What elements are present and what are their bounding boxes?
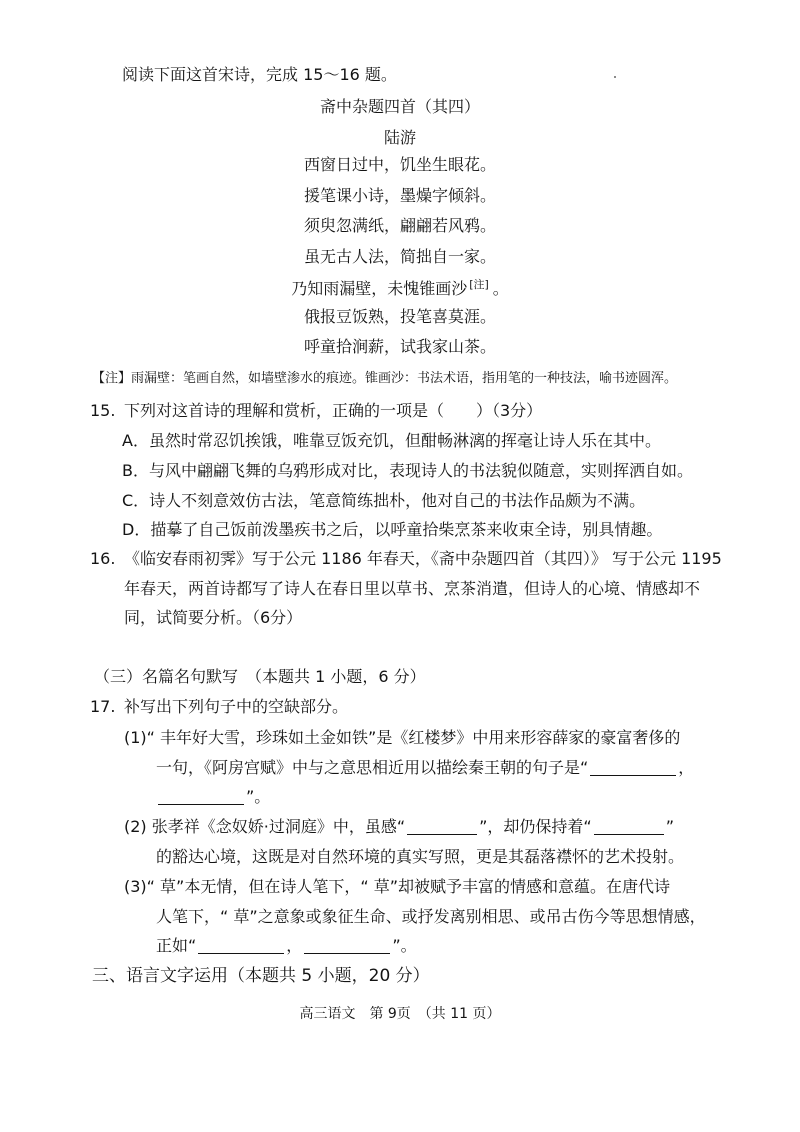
poem-line-5-text: 乃知雨漏壁，未愧锥画沙 (291, 279, 468, 298)
option-d: D．描摹了自己饭前泼墨疾书之后，以呼童拾柴烹茶来收束全诗，别具情趣。 (122, 520, 663, 539)
section-heading-famous-lines: （三）名篇名句默写 （本题共 1 小题，6 分） (94, 667, 426, 686)
poem-line-6: 俄报豆饭熟，投笔喜莫涯。 (303, 307, 496, 326)
question-text: 《临安春雨初霁》写于公元 1186 年春天，《斋中杂题四首（其四）》 写于公元 1195 (124, 549, 722, 568)
note-marker: [注] (469, 278, 489, 291)
question-16-line-3: 同，试简要分析。（6分） (124, 608, 303, 627)
item-text: 一句，《阿房宫赋》中与之意思相近用以描绘秦王朝的句子是“ (156, 758, 589, 777)
poem-title: 斋中杂题四首（其四） (319, 97, 480, 116)
answer-blank[interactable] (158, 788, 244, 805)
poem-line-5-end: 。 (492, 279, 509, 298)
poem-author: 陆游 (383, 128, 416, 147)
question-16-line-1 (90, 548, 722, 570)
answer-blank[interactable] (407, 818, 477, 835)
q17-item1-line2 (156, 757, 694, 779)
question-number: 16. (90, 549, 116, 568)
poem-line-2: 援笔课小诗，墨燥字倾斜。 (303, 186, 496, 205)
q17-item1-line3 (156, 786, 270, 808)
reading-intro: 阅读下面这首宋诗，完成 15～16 题。 (122, 65, 397, 84)
option-a: A．虽然时常忍饥挨饿，唯靠豆饭充饥，但酣畅淋漓的挥毫让诗人乐在其中。 (122, 431, 661, 450)
q17-item3-line3 (156, 935, 417, 957)
item-text: ” (665, 817, 675, 836)
question-16-line-2: 年春天，两首诗都写了诗人在春日里以草书、烹茶消遣，但诗人的心境、情感却不 (124, 579, 701, 598)
option-c: C．诗人不刻意效仿古法，笔意简练拙朴，他对自己的书法作品颇为不满。 (122, 491, 646, 510)
poem-line-3: 须臾忽满纸，翩翩若风鸦。 (303, 216, 496, 235)
answer-blank[interactable] (304, 937, 390, 954)
item-text: (2) 张孝祥《念奴娇·过洞庭》中，虽感“ (124, 817, 406, 836)
option-b: B．与风中翩翩飞舞的乌鸦形成对比，表现诗人的书法貌似随意，实则挥洒自如。 (122, 461, 693, 480)
q17-item2-line2: 的豁达心境，这既是对自然环境的真实写照，更是其磊落襟怀的艺术投射。 (156, 847, 685, 866)
question-15-stem (90, 400, 542, 422)
q17-item3-line1: (3)“ 草”本无情，但在诗人笔下，“ 草”却被赋予丰富的情感和意蕴。在唐代诗 (124, 877, 670, 896)
part-heading-language-use: 三、语言文字运用（本题共 5 小题，20 分） (92, 966, 430, 986)
page-footer: 高三语文 第 9页 （共 11 页） (299, 1006, 501, 1022)
q17-item2-line1 (124, 816, 674, 838)
item-text: ”。 (246, 787, 271, 806)
item-text: ”，却仍保持着“ (479, 817, 592, 836)
q17-item3-line2: 人笔下，“ 草”之意象或象征生命、或抒发离别相思、或吊古伤今等思想情感， (156, 907, 706, 926)
question-17-stem (90, 696, 348, 718)
item-text: 正如“ (156, 936, 197, 955)
question-text: 下列对这首诗的理解和赏析，正确的一项是（ ）（3分） (124, 401, 543, 420)
poem-line-4: 虽无古人法，简拙自一家。 (303, 247, 496, 266)
poem-line-5 (0, 274, 800, 300)
question-text: 补写出下列句子中的空缺部分。 (124, 697, 349, 716)
question-number: 17. (90, 697, 116, 716)
item-text: ， (678, 758, 695, 777)
answer-blank[interactable] (590, 759, 676, 776)
answer-blank[interactable] (198, 937, 284, 954)
poem-line-1: 西窗日过中，饥坐生眼花。 (303, 155, 496, 174)
item-text: ， (286, 936, 303, 955)
poem-annotation: 【注】雨漏壁：笔画自然，如墙壁渗水的痕迹。锥画沙：书法术语，指用笔的一种技法，喻书迹圆浑。 (92, 371, 678, 386)
scan-speck (614, 76, 616, 78)
q17-item1-line1: (1)“ 丰年好大雪，珍珠如土金如铁”是《红楼梦》中用来形容薛家的豪富奢侈的 (124, 728, 681, 747)
item-text: ”。 (392, 936, 417, 955)
answer-blank[interactable] (594, 818, 664, 835)
poem-line-7: 呼童拾涧薪，试我家山茶。 (303, 337, 496, 356)
question-number: 15. (90, 401, 116, 420)
